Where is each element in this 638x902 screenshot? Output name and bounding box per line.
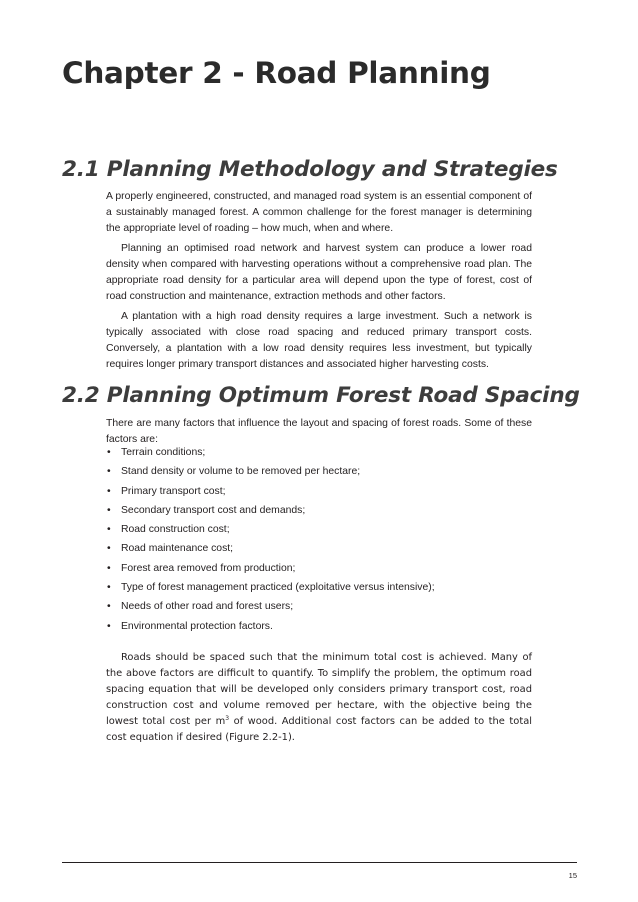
bullet-icon: • — [107, 582, 111, 594]
list-item-text: Environmental protection factors. — [121, 620, 273, 632]
bullet-icon: • — [107, 485, 111, 497]
paragraph: Planning an optimised road network and harvest system can produce a lower road density when compared with harvesting operations without a comprehensive road plan. The appropriate road density for a particular area will depend upon the type of forest, cost of road construction and maintenance, extraction methods and other factors. — [106, 243, 532, 302]
list-item — [106, 522, 536, 541]
paragraph: A properly engineered, constructed, and managed road system is an essential component of a sustainably managed forest. A common challenge for the forest manager is determining the appropriate level of roading – how much, when and where. — [106, 191, 532, 234]
list-item — [106, 599, 536, 618]
section-2-2-closing — [106, 650, 532, 750]
list-item-text: Forest area removed from production; — [121, 562, 296, 574]
paragraph-text: Roads should be spaced such that the minimum total cost is achieved. Many of the above factors are difficult to quantify. To simplify the problem, the optimum road spacing equation that will be developed only considers primary transport cost, road construction cost and volume removed per hectare, with the objective being the lowest total cost per m — [106, 652, 532, 727]
list-item — [106, 503, 536, 522]
footer-divider — [62, 862, 577, 863]
list-item-text: Primary transport cost; — [121, 485, 226, 497]
list-item-text: Stand density or volume to be removed per hectare; — [121, 466, 361, 478]
page-number: 15 — [568, 871, 577, 880]
paragraph: There are many factors that influence the layout and spacing of forest roads. Some of these factors are: — [106, 418, 532, 445]
list-item-text: Terrain conditions; — [121, 447, 206, 458]
paragraph — [106, 650, 532, 746]
list-item-text: Secondary transport cost and demands; — [121, 504, 306, 516]
bullet-icon: • — [107, 466, 111, 478]
list-item — [106, 561, 536, 580]
bullet-icon: • — [107, 447, 111, 458]
list-item-text: Road maintenance cost; — [121, 543, 234, 555]
chapter-title: Chapter 2 - Road Planning — [62, 56, 491, 90]
list-item — [106, 580, 536, 599]
section-2-2-intro — [106, 416, 532, 448]
bullet-icon: • — [107, 601, 111, 613]
list-item-text: Type of forest management practiced (exploitative versus intensive); — [121, 582, 435, 594]
bullet-icon: • — [107, 543, 111, 555]
bullet-icon: • — [107, 620, 111, 632]
section-heading-2-1: 2.1 Planning Methodology and Strategies — [62, 157, 558, 182]
section-2-1-body — [106, 189, 532, 377]
list-item-text: Needs of other road and forest users; — [121, 601, 294, 613]
list-item — [106, 484, 536, 503]
section-heading-2-2: 2.2 Planning Optimum Forest Road Spacing — [62, 383, 580, 408]
bullet-icon: • — [107, 504, 111, 516]
bullet-icon: • — [107, 562, 111, 574]
list-item — [106, 464, 536, 483]
list-item — [106, 541, 536, 560]
paragraph-text: of wood. Additional cost factors can be added to the total cost equation if desired (Figure 2.2-1). — [106, 716, 532, 743]
superscript: 3 — [225, 715, 230, 722]
bullet-icon: • — [107, 524, 111, 536]
paragraph: A plantation with a high road density requires a large investment. Such a network is typically associated with close road spacing and reduced primary transport costs. Conversely, a plantation with a low road density requires less investment, but typically requires longer primary transport distances and associated higher harvesting costs. — [106, 311, 532, 370]
list-item — [106, 619, 536, 638]
list-item-text: Road construction cost; — [121, 524, 230, 536]
factor-list — [106, 445, 536, 638]
list-item — [106, 445, 536, 464]
